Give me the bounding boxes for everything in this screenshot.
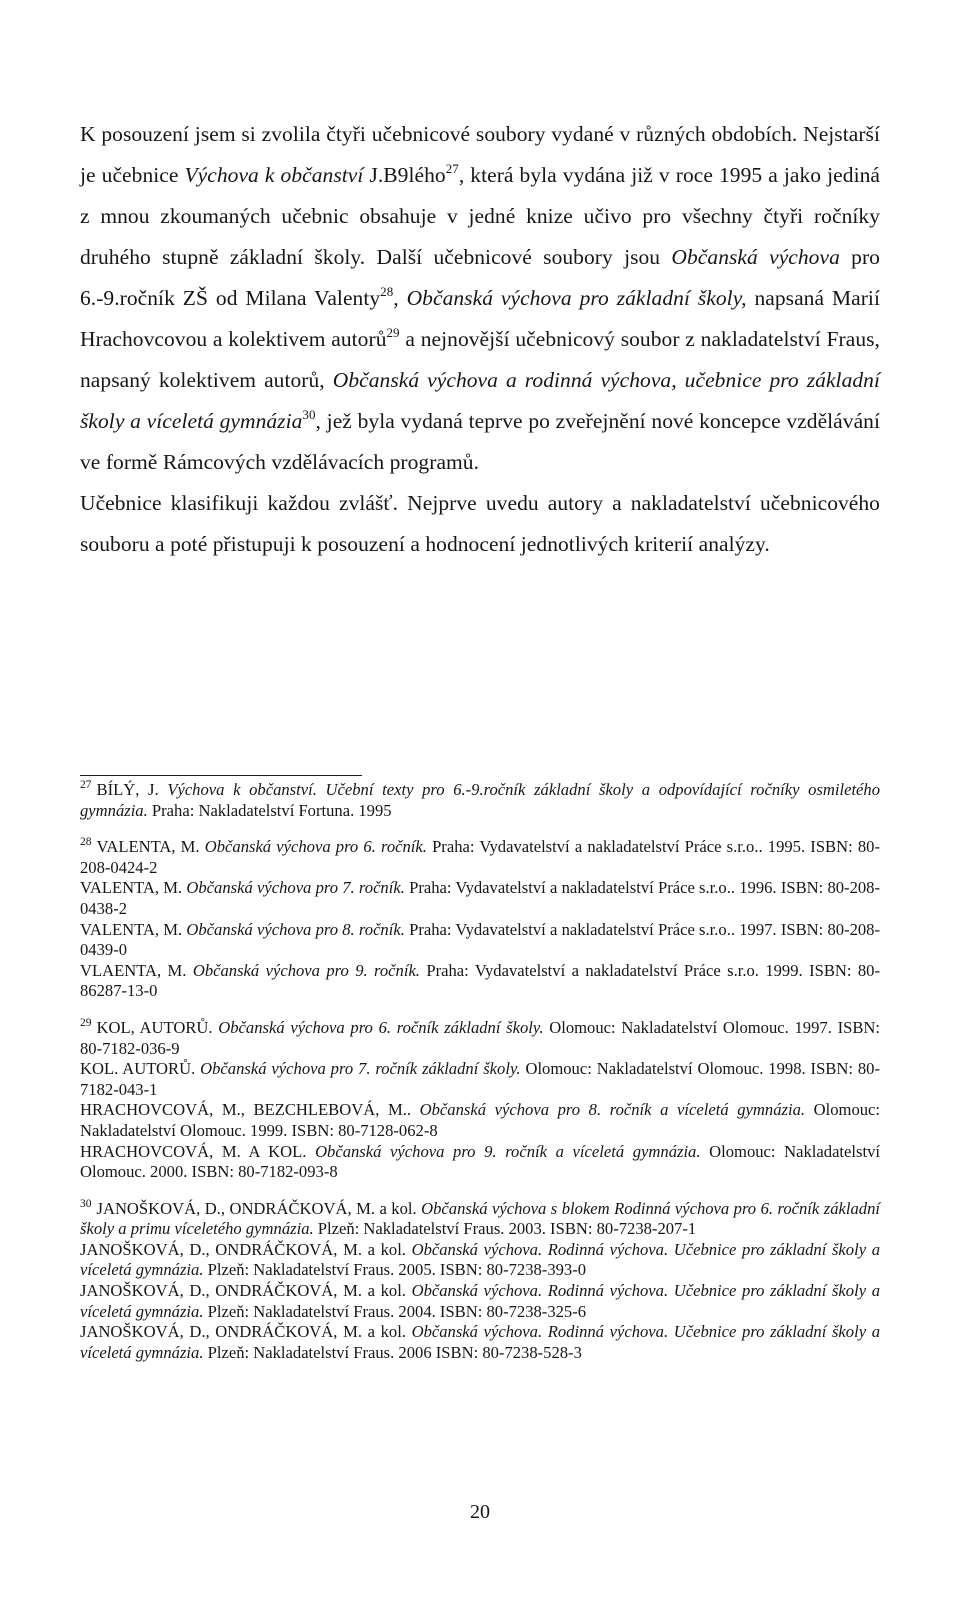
footnote-entry (80, 1199, 880, 1240)
title: Občanská výchova pro 9. ročník a víceletá gymnázia. (315, 1141, 701, 1161)
book-title: Občanská výchova (671, 245, 840, 269)
footnote-28 (80, 837, 880, 1002)
publisher: Plzeň: Nakladatelství Fraus. 2006 ISBN: 80-7238-528-3 (203, 1342, 582, 1362)
author: JANOŠKOVÁ, D., ONDRÁČKOVÁ, M. a kol. (80, 1281, 412, 1301)
book-title: Občanská výchova pro základní školy, (406, 286, 747, 310)
publisher: Praha: Vydavatelství a nakladatelství Práce s.r.o. 1999. ISBN: 80-86287-13-0 (80, 960, 880, 1001)
footnote-separator (80, 775, 362, 776)
publisher: Olomouc: Nakladatelství Olomouc. 1999. ISBN: 80-7128-062-8 (80, 1100, 881, 1140)
footnote-number: 27 (80, 779, 92, 791)
text-run: K posouzení jsem si zvolila čtyři učebnicové soubory vydané v různých obdobích. Nejstarší je učebnice (80, 122, 880, 187)
author: VALENTA, M. (80, 919, 187, 939)
footnote-entry (80, 837, 880, 878)
footnote-entry (80, 1322, 880, 1363)
title: Občanská výchova pro 7. ročník základní školy. (200, 1059, 521, 1079)
title: Občanská výchova. Rodinná výchova. Učebnice pro základní školy a víceletá gymnázia. (80, 1281, 881, 1321)
footnote-ref-27: 27 (445, 161, 459, 176)
paragraph-2: Učebnice klasifikuji každou zvlášť. Nejprve uvedu autory a nakladatelství učebnicového souboru a poté přistupuji k posouzení a hodnocení jednotlivých kriterií analýzy. (80, 491, 880, 556)
title: Občanská výchova pro 8. ročník. (186, 919, 405, 939)
author: JANOŠKOVÁ, D., ONDRÁČKOVÁ, M. a kol. (96, 1198, 422, 1218)
footnote-ref-30: 30 (302, 407, 316, 422)
author: BÍLÝ, J. (96, 780, 168, 799)
title: Občanská výchova pro 7. ročník. (186, 878, 405, 898)
page-number: 20 (470, 1501, 490, 1523)
title: Občanská výchova pro 6. ročník základní školy. (218, 1017, 544, 1037)
book-title: Občanská výchova a rodinná výchova, učebnice pro základní školy a víceletá gymnázia (80, 368, 880, 433)
footnote-entry (80, 1240, 880, 1281)
author: HRACHOVCOVÁ, M. A KOL. (80, 1141, 316, 1161)
publisher: Praha: Nakladatelství Fortuna. 1995 (147, 800, 392, 820)
title: Občanská výchova. Rodinná výchova. Učebnice pro základní školy a víceletá gymnázia. (80, 1239, 881, 1280)
publisher: Praha: Vydavatelství a nakladatelství Práce s.r.o.. 1997. ISBN: 80-208-0439-0 (80, 919, 880, 960)
footnote-entry (80, 1142, 880, 1183)
footnote-number: 29 (80, 1016, 92, 1029)
author: KOL, AUTORŮ. (96, 1017, 219, 1037)
text-run: J.B9lého (363, 163, 446, 187)
text-run: napsaná Marií Hrachovcovou a kolektivem autorů (80, 286, 880, 351)
footnote-number: 30 (80, 1197, 92, 1210)
publisher: Olomouc: Nakladatelství Olomouc. 1998. ISBN: 80-7182-043-1 (80, 1059, 880, 1099)
title: Občanská výchova pro 6. ročník. (204, 837, 427, 857)
paragraph-1 (80, 114, 880, 483)
book-title: Výchova k občanství (184, 163, 364, 187)
publisher: Plzeň: Nakladatelství Fraus. 2003. ISBN: 80-7238-207-1 (313, 1219, 697, 1239)
author: JANOŠKOVÁ, D., ONDRÁČKOVÁ, M. a kol. (80, 1239, 412, 1259)
publisher: Olomouc: Nakladatelství Olomouc. 1997. ISBN: 80-7182-036-9 (80, 1017, 880, 1058)
publisher: Praha: Vydavatelství a nakladatelství Práce s.r.o.. 1996. ISBN: 80-208-0438-2 (80, 878, 880, 918)
author: VALENTA, M. (96, 837, 205, 857)
text-run: , (393, 286, 407, 310)
footnotes (80, 780, 880, 1379)
footnote-entry (80, 878, 880, 919)
main-text (80, 114, 880, 565)
footnote-entry (80, 1059, 880, 1100)
footnote-29 (80, 1018, 880, 1183)
footnote-ref-28: 28 (380, 284, 394, 299)
footnote-entry (80, 1281, 880, 1322)
footnote-entry (80, 961, 880, 1002)
text-run: a nejnovější učebnicový soubor z nakladatelství Fraus, napsaný kolektivem autorů, (80, 327, 880, 392)
footnote-entry (80, 780, 880, 821)
title: Občanská výchova s blokem Rodinná výchova pro 6. ročník základní školy a primu víceletého gymnázia. (80, 1198, 880, 1239)
footnote-entry (80, 920, 880, 961)
footnote-entry (80, 1100, 880, 1141)
author: JANOŠKOVÁ, D., ONDRÁČKOVÁ, M. a kol. (80, 1322, 412, 1342)
text-run: , která byla vydána již v roce 1995 a jako jediná z mnou zkoumaných učebnic obsahuje v jedné knize učivo pro všechny čtyři ročníky druhého stupně základní školy. Další učebnicové soubory jsou (80, 163, 880, 269)
title: Občanská výchova. Rodinná výchova. Učebnice pro základní školy a víceletá gymnázia. (80, 1322, 881, 1362)
title: Občanská výchova pro 8. ročník a víceletá gymnázia. (419, 1100, 806, 1120)
publisher: Olomouc: Nakladatelství Olomouc. 2000. ISBN: 80-7182-093-8 (80, 1141, 880, 1182)
footnote-number: 28 (80, 836, 92, 849)
publisher: Praha: Vydavatelství a nakladatelství Práce s.r.o.. 1995. ISBN: 80-208-0424-2 (80, 837, 880, 877)
author: KOL. AUTORŮ. (80, 1059, 201, 1079)
footnote-27 (80, 780, 880, 821)
title: Občanská výchova pro 9. ročník. (192, 960, 420, 980)
author: VALENTA, M. (80, 878, 187, 898)
publisher: Plzeň: Nakladatelství Fraus. 2005. ISBN: 80-7238-393-0 (203, 1260, 587, 1280)
footnote-entry (80, 1018, 880, 1059)
title: Výchova k občanství. Učební texty pro 6.-9.ročník základní školy a odpovídající ročníky osmiletého gymnázia. (80, 780, 881, 820)
text-run: , jež byla vydaná teprve po zveřejnění nové koncepce vzdělávání ve formě Rámcových vzdělávacích programů. (80, 409, 880, 474)
footnote-ref-29: 29 (386, 325, 400, 340)
author: HRACHOVCOVÁ, M., BEZCHLEBOVÁ, M.. (80, 1100, 420, 1120)
author: VLAENTA, M. (80, 960, 193, 980)
publisher: Plzeň: Nakladatelství Fraus. 2004. ISBN: 80-7238-325-6 (203, 1301, 587, 1321)
footnote-30 (80, 1199, 880, 1364)
text-run: pro 6.-9.ročník ZŠ od Milana Valenty (80, 245, 880, 310)
